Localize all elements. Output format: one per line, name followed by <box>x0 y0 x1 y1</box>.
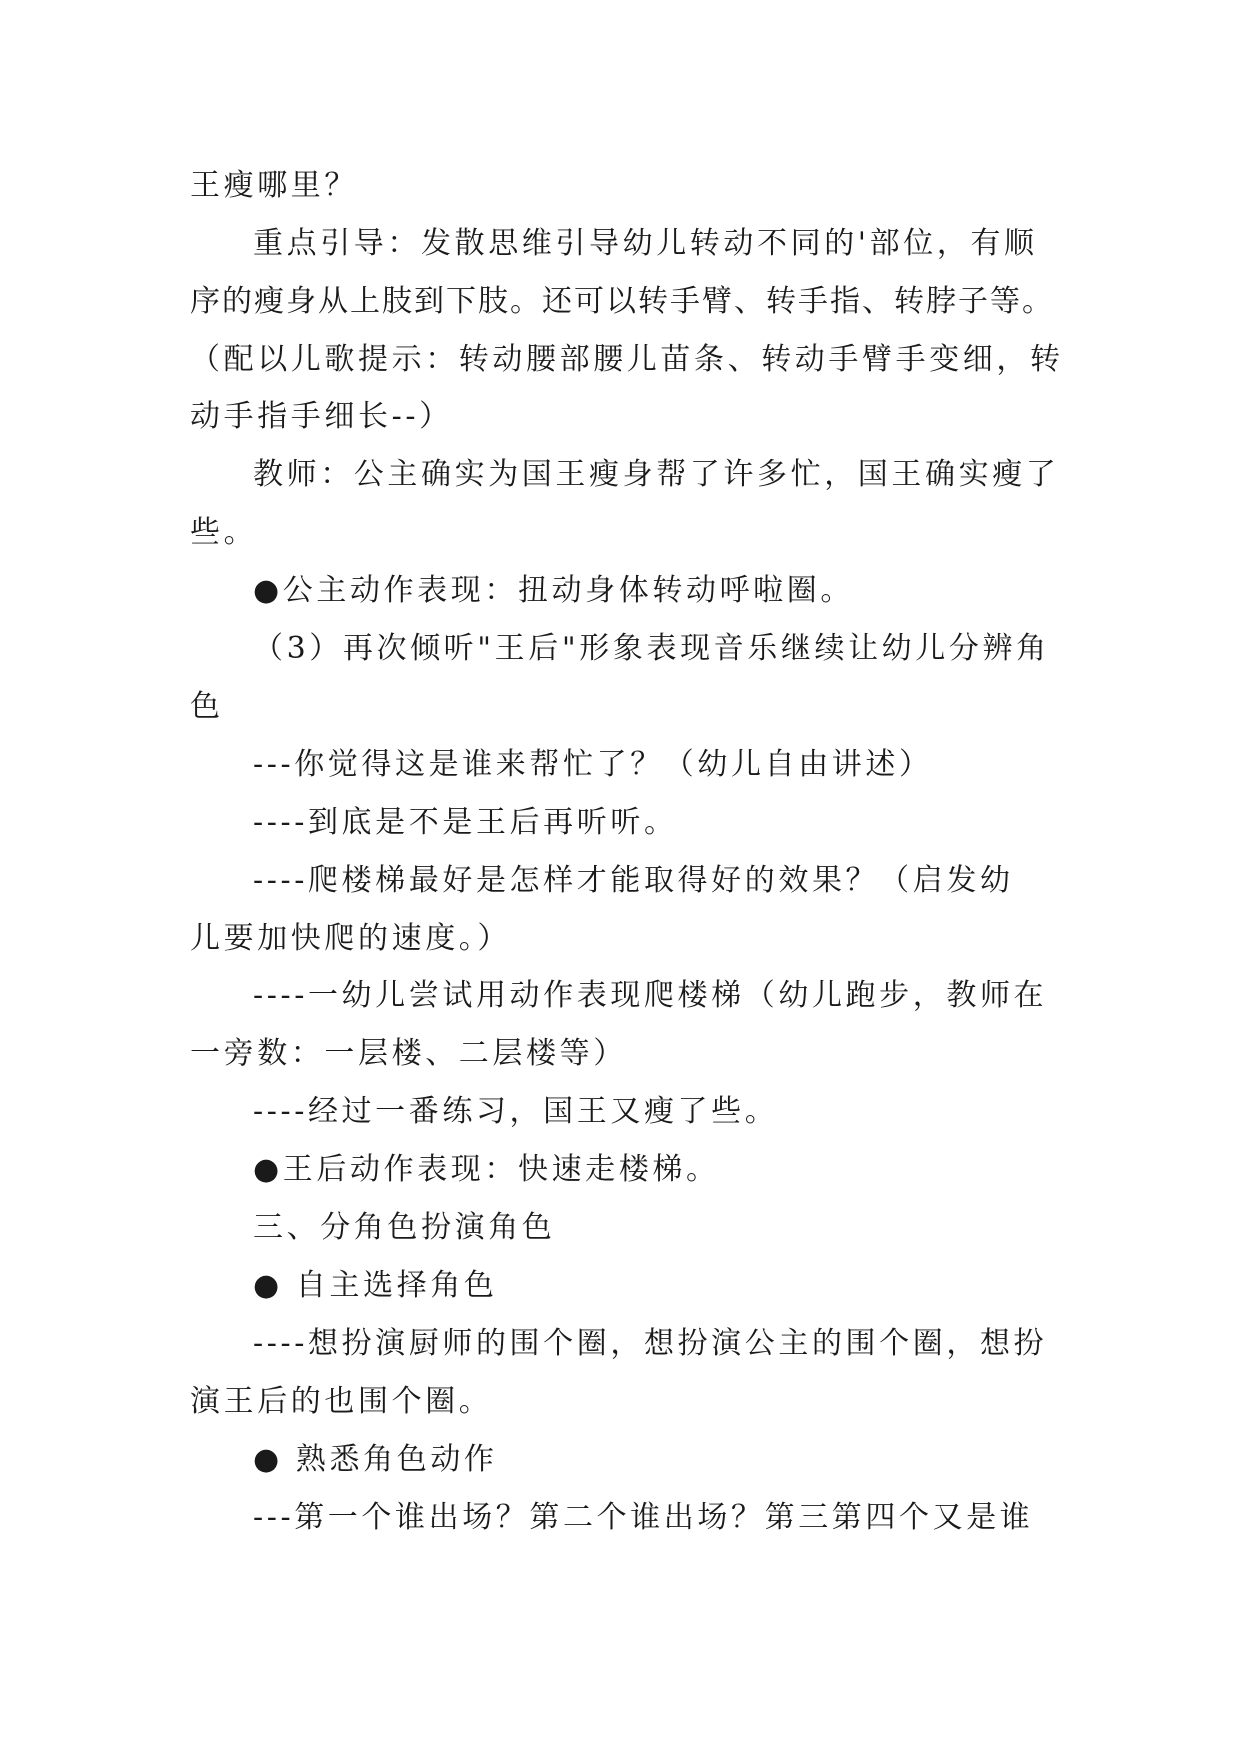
text-line: 一旁数：一层楼、二层楼等） <box>190 1036 627 1071</box>
text-line: ----一幼儿尝试用动作表现爬楼梯（幼儿跑步，教师在 <box>253 978 1048 1013</box>
text-line: 色 <box>190 689 224 724</box>
text-line: 动手指手细长--） <box>190 399 453 434</box>
text-line: ●王后动作表现：快速走楼梯。 <box>253 1152 720 1187</box>
text-line: ---第一个谁出场？第二个谁出场？第三第四个又是谁 <box>253 1500 1034 1535</box>
section-heading: 三、分角色扮演角色 <box>253 1210 556 1245</box>
text-line: 演王后的也围个圈。 <box>190 1384 493 1419</box>
text-line: 重点引导：发散思维引导幼儿转动不同的'部位，有顺 <box>253 226 1038 261</box>
text-line: （配以儿歌提示：转动腰部腰儿苗条、转动手臂手变细，转 <box>190 342 1064 377</box>
text-line: 王瘦哪里？ <box>190 168 358 203</box>
text-line: ----经过一番练习，国王又瘦了些。 <box>253 1094 779 1129</box>
text-line: 儿要加快爬的速度。） <box>190 921 511 956</box>
text-line: ----想扮演厨师的围个圈，想扮演公主的围个圈，想扮 <box>253 1326 1048 1361</box>
bullet-item: ● 自主选择角色 <box>253 1268 498 1303</box>
text-line: ----爬楼梯最好是怎样才能取得好的效果？（启发幼 <box>253 863 1014 898</box>
text-line: 教师：公主确实为国王瘦身帮了许多忙，国王确实瘦了 <box>253 457 1060 492</box>
text-line: ●公主动作表现：扭动身体转动呼啦圈。 <box>253 573 854 608</box>
text-line: ---你觉得这是谁来帮忙了？（幼儿自由讲述） <box>253 747 933 782</box>
text-line: （3）再次倾听"王后"形象表现音乐继续让幼儿分辨角 <box>253 631 1050 666</box>
bullet-item: ● 熟悉角色动作 <box>253 1442 498 1477</box>
text-line: 序的瘦身从上肢到下肢。还可以转手臂、转手指、转脖子等。 <box>190 284 1054 319</box>
text-line: ----到底是不是王后再听听。 <box>253 805 678 840</box>
text-line: 些。 <box>190 515 258 550</box>
